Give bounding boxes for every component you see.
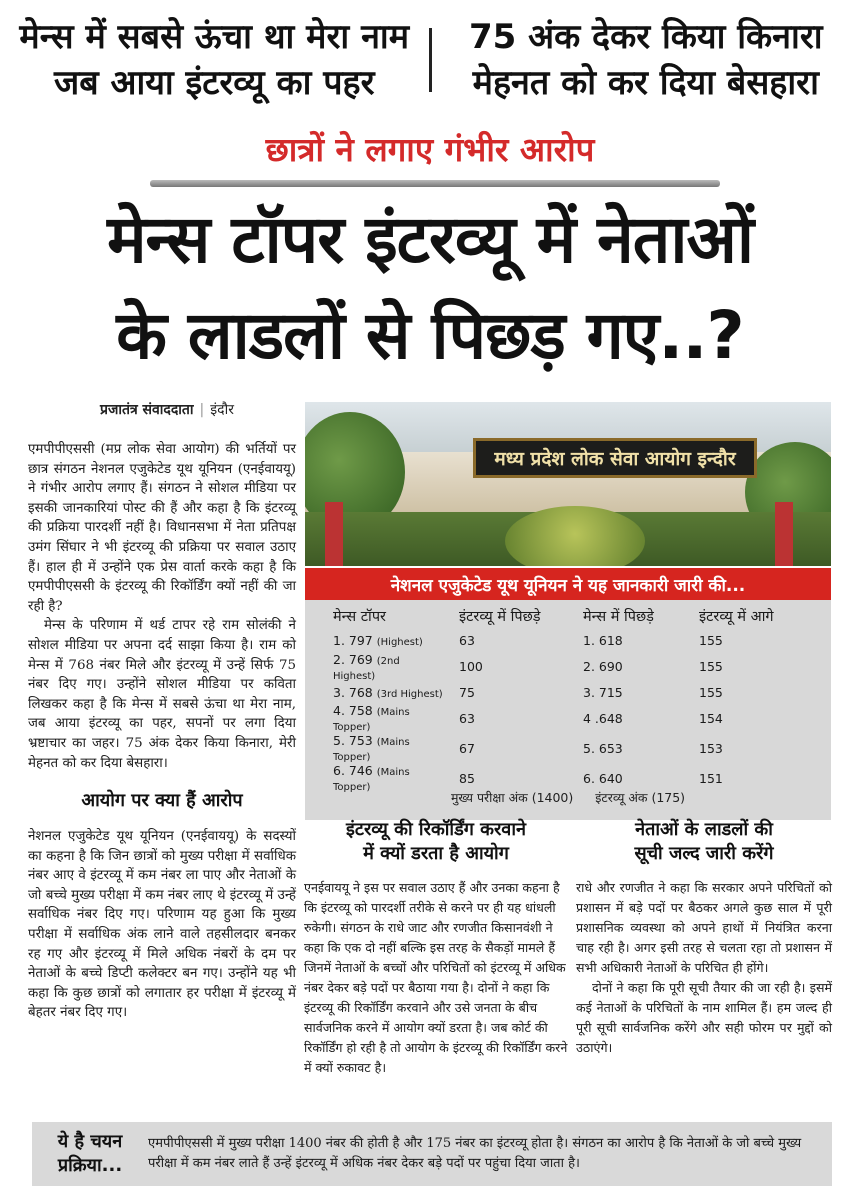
subhead-line: में क्यों डरता है आयोग: [363, 843, 509, 864]
table-cell: [305, 682, 445, 704]
commission-sign: मध्य प्रदेश लोक सेवा आयोग इन्दौर: [473, 438, 757, 478]
article-paragraph: नेशनल एजुकेटेड यूथ यूनियन (एनईवाययू) के सदस्यों का कहना है कि जिन छात्रों को मुख्य परीक्षा में सर्वाधिक नंबर आए वे इंटरव्यू में कम नंबर ला पाए और नेताओं के जो बच्चे मुख्य परीक्षा में कम नंबर लाए थे इंटरव्यू में उन्हें सर्वाधिक नंबर दिए गए। परिणाम यह हुआ कि मुख्य परीक्षा में सर्वाधिक अंक लाने वाले तहसीलदार बनकर रह गए और इंटरव्यू में मिले अधिक नंबरों के दम पर नेताओं के बच्चे डिप्टी कलेक्टर बन गए। उन्होंने यह भी कहा कि कुछ छात्रों को लगातार हर परीक्षा में इंटरव्यू में बेहतर नंबर दिए गए।: [28, 829, 296, 1021]
process-label-line: प्रक्रिया...: [57, 1155, 123, 1176]
subhead-recording: [304, 818, 568, 866]
table-cell: [305, 703, 445, 733]
quote-line: जब आया इंटरव्यू का पहर: [53, 63, 375, 103]
quote-right: [432, 0, 860, 120]
table-row: [305, 733, 831, 763]
subhead-list: [576, 818, 832, 866]
middle-column: [304, 818, 568, 1078]
table-cell: [305, 652, 445, 682]
subhead-line: इंटरव्यू की रिकॉर्डिंग करवाने: [346, 819, 526, 840]
table-row: [305, 703, 831, 733]
quote-line: मेन्स में सबसे ऊंचा था मेरा नाम: [19, 17, 410, 57]
article-paragraph: दोनों ने कहा कि पूरी सूची तैयार की जा रही है। इसमें कई नेताओं के परिचितों के नाम शामिल हैं। हम जल्द ही पूरी सूची सार्वजनिक करेंगे और सही फोरम पर मुद्दों को उठाएंगे।: [576, 980, 832, 1055]
top-quotes: [0, 0, 860, 120]
subhead-line: सूची जल्द जारी करेंगे: [634, 843, 774, 864]
table-row: [305, 630, 831, 652]
footer-mains-total: मुख्य परीक्षा अंक (1400): [450, 790, 574, 805]
headline-line: मेन्स टॉपर इंटरव्यू में नेताओं: [107, 201, 753, 278]
table-cell: 85: [459, 770, 475, 786]
topper-marks: 4. 758: [333, 703, 373, 718]
byline-city: इंदौर: [210, 402, 234, 418]
topper-marks: 6. 746: [333, 763, 373, 778]
table-cell: 63: [459, 633, 475, 649]
table-cell: 3. 715: [583, 684, 623, 700]
column-header: मेन्स में पिछड़े: [583, 609, 654, 625]
table-cell: 154: [699, 710, 723, 726]
headline-line: के लाडलों से पिछड़ गए..?: [116, 297, 744, 374]
table-cell: 153: [699, 740, 723, 756]
table-cell: 75: [459, 684, 475, 700]
column-header: इंटरव्यू में आगे: [699, 609, 774, 625]
topper-marks: 5. 753: [333, 733, 373, 748]
commission-building-photo: [305, 402, 831, 566]
table-cell: 100: [459, 659, 483, 674]
table-cell: 155: [699, 684, 723, 700]
topper-marks: 3. 768: [333, 684, 373, 700]
article-paragraph: राधे और रणजीत ने कहा कि सरकार अपने परिचितों को प्रशासन में बड़े पदों पर बैठकर अगले कुछ साल में पूरी प्रशासनिक व्यवस्था को अपने हाथों में नियंत्रित करना चाह रही है। अगर इसी तरह से चलता रहा तो प्रशासन में सभी अधिकारी नेताओं के परिचित ही होंगे।: [576, 880, 832, 975]
marks-info-panel: [305, 568, 831, 820]
rank-note: (Mains Topper): [333, 737, 410, 763]
table-cell: 155: [699, 659, 723, 674]
table-cell: 63: [459, 710, 475, 726]
table-row: [305, 652, 831, 682]
quote-line: मेहनत को कर दिया बेसहारा: [472, 63, 819, 103]
article-paragraph: एनईवाययू ने इस पर सवाल उठाए हैं और उनका कहना है कि इंटरव्यू को पारदर्शी तरीके से करने पर ही यह धांधली रुकेगी। संगठन के राधे जाट और रणजीत किसानवंशी ने कहा कि एक दो नहीं बल्कि इस तरह के सैकड़ों मामले हैं जिनमें नेताओं के बच्चों और परिचितों को इंटरव्यू में अधिक नंबर देकर बड़े पदों पर बैठाया गया है। दोनों ने कहा कि इंटरव्यू की रिकॉर्डिंग करवाने और उसे जनता के बीच सार्वजनिक करने में आयोग क्यों डरता है। जब कोर्ट की रिकॉर्डिंग हो रही है तो आयोग के इंटरव्यू की रिकॉर्डिंग करने में क्यों रुकावट है।: [304, 880, 568, 1075]
table-cell: [305, 733, 445, 763]
kicker: छात्रों ने लगाए गंभीर आरोप: [265, 130, 595, 169]
byline-author: प्रजातंत्र संवाददाता: [100, 402, 194, 418]
subhead-line: नेताओं के लाडलों की: [635, 819, 773, 840]
marks-table: [305, 604, 831, 793]
process-label: [32, 1130, 148, 1178]
rank-note: (Mains Topper): [333, 707, 410, 733]
kicker-rule: [150, 180, 720, 187]
table-cell: 155: [699, 633, 723, 649]
column-header: इंटरव्यू में पिछड़े: [459, 609, 541, 625]
topper-marks: 2. 769: [333, 651, 373, 667]
info-panel-footer: [305, 789, 831, 806]
byline: [100, 400, 234, 419]
table-cell: 6. 640: [583, 770, 623, 786]
footer-interview-total: इंटरव्यू अंक (175): [595, 790, 686, 805]
article-paragraph: एमपीपीएससी (मप्र लोक सेवा आयोग) की भर्तियों पर छात्र संगठन नेशनल एजुकेटेड यूथ यूनियन (एनईवाययू) ने गंभीर आरोप लगाए हैं। संगठन ने सोशल मीडिया पर इसकी जानकारियां पोस्ट की हैं और कहा है कि इंटरव्यू की प्रक्रिया पारदर्शी नहीं है। विधानसभा में नेता प्रतिपक्ष उमंग सिंघार ने भी इंटरव्यू की प्रक्रिया पर सवाल उठाए हैं। हाल ही में उन्होंने एक प्रेस वार्ता करके कहा है कि एमपीपीएससी के इंटरव्यू की रिकॉर्डिंग क्यों नहीं की जा रही है?: [28, 442, 296, 614]
headline: [0, 192, 860, 384]
table-cell: 1. 618: [583, 633, 623, 649]
byline-separator: |: [199, 402, 205, 418]
topper-marks: 1. 797: [333, 633, 373, 649]
quote-left: [0, 0, 429, 120]
rank-note: (Mains Topper): [333, 767, 410, 793]
info-panel-title: नेशनल एजुकेटेड यूथ यूनियन ने यह जानकारी जारी की...: [305, 568, 831, 600]
table-cell: 2. 690: [583, 659, 623, 674]
photo-pillar: [775, 502, 793, 566]
rank-note: (2nd Highest): [333, 655, 400, 682]
table-header-row: [305, 604, 831, 630]
right-column: [576, 818, 832, 1058]
rank-note: (Highest): [376, 637, 423, 649]
process-label-line: ये है चयन: [57, 1131, 123, 1152]
table-cell: 151: [699, 770, 723, 786]
photo-pillar: [325, 502, 343, 566]
table-cell: 4 .648: [583, 710, 623, 726]
column-header: मेन्स टॉपर: [333, 609, 386, 625]
table-cell: [305, 630, 445, 652]
selection-process-box: [32, 1122, 832, 1186]
table-row: [305, 682, 831, 704]
article-paragraph: मेन्स के परिणाम में थर्ड टापर रहे राम सोलंकी ने सोशल मीडिया पर अपना दर्द साझा किया है। राम को मेन्स में 768 नंबर मिले और इंटरव्यू में उन्हें सिर्फ 75 नंबर दिए गए। उन्होंने सोशल मीडिया पर कविता लिखकर कहा है कि मेन्स में सबसे ऊंचा था मेरा नाम, जब आया इंटरव्यू का पहर, सपनों पर लगा दिया भ्रष्टाचार का जहर। 75 अंक देकर किया किनारा, मेरी मेहनत को कर दिया बेसहारा।: [28, 618, 296, 771]
table-cell: 5. 653: [583, 740, 623, 756]
process-text: एमपीपीएससी में मुख्य परीक्षा 1400 नंबर की होती है और 175 नंबर का इंटरव्यू होता है। संगठन का आरोप है कि नेताओं के जो बच्चे मुख्य परीक्षा में कम नंबर लाते हैं उन्हें इंटरव्यू में अधिक नंबर देकर बड़े पदों पर पहुंचा दिया जाता है।: [148, 1136, 802, 1171]
subhead-allegations: आयोग पर क्या हैं आरोप: [81, 790, 243, 812]
rank-note: (3rd Highest): [376, 688, 443, 700]
table-cell: 67: [459, 740, 475, 756]
left-column: [28, 440, 296, 1023]
quote-line: 75 अंक देकर किया किनारा: [468, 17, 823, 57]
